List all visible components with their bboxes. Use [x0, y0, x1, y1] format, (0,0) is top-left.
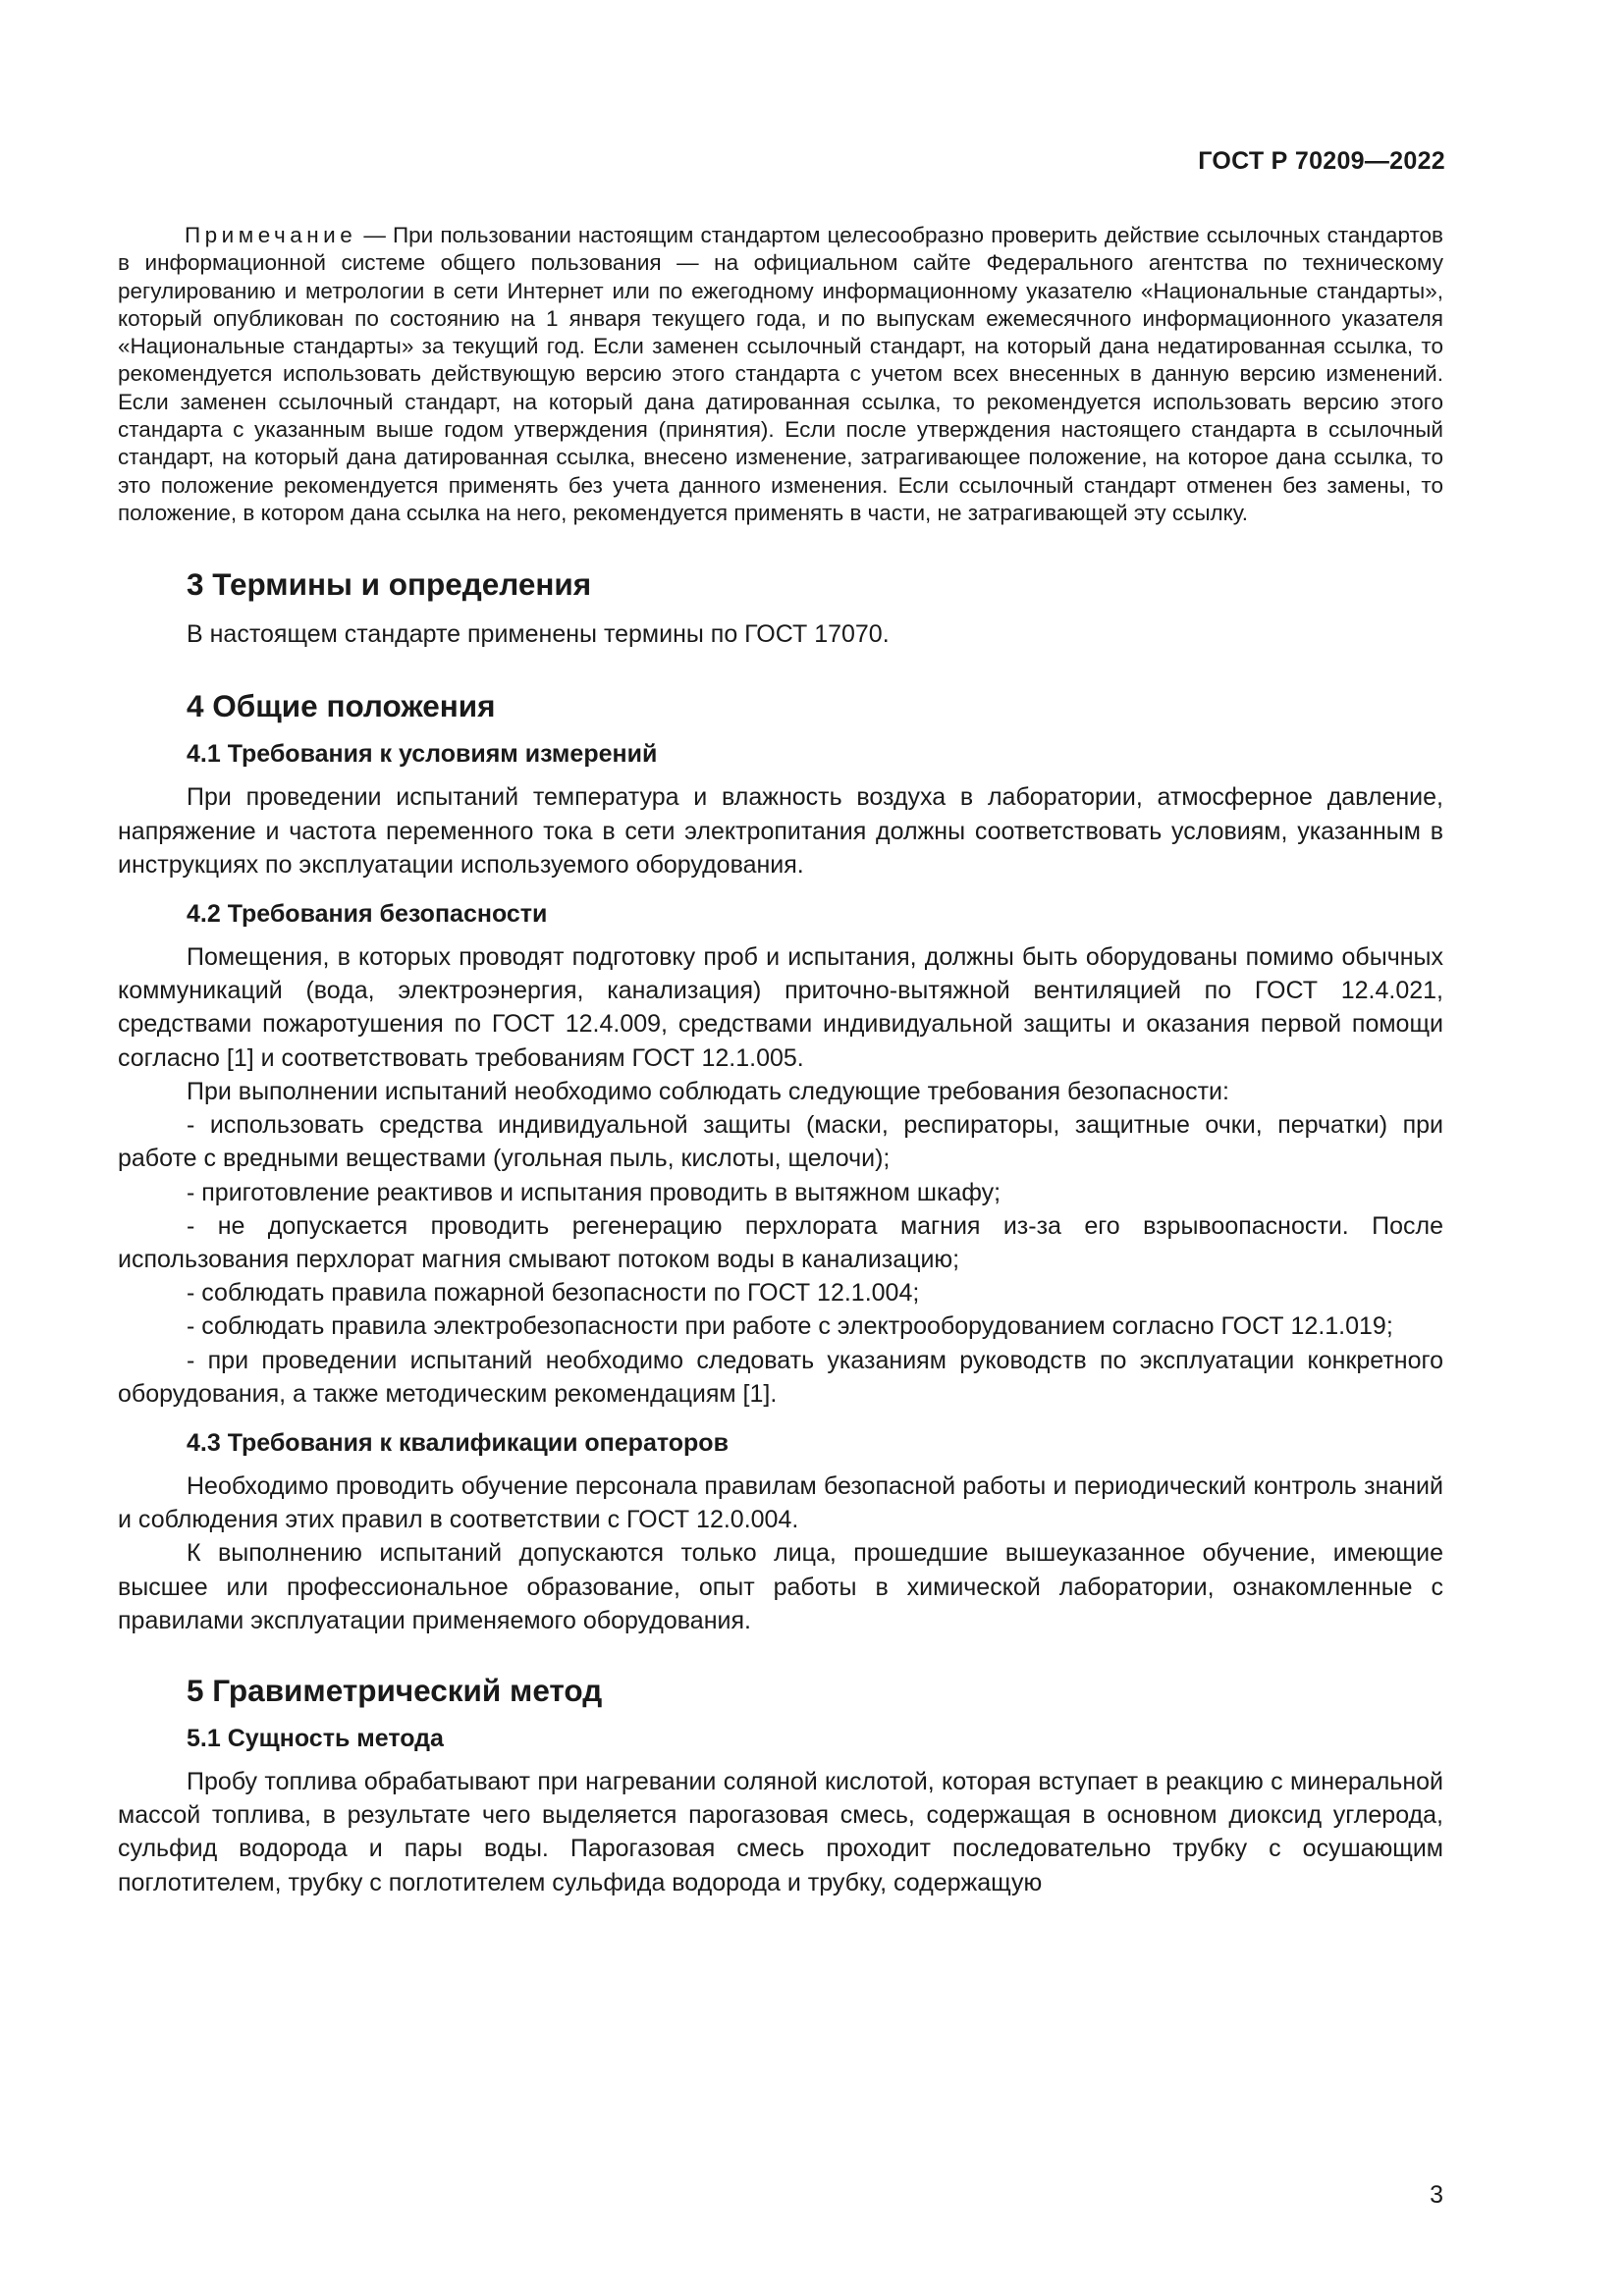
page-number: 3	[1430, 2181, 1443, 2209]
section-4-1-title: 4.1 Требования к условиям измерений	[187, 740, 658, 769]
section-4-3-paragraph-2: К выполнению испытаний допускаются только лица, прошедшие вышеуказанное обучение, имеющие высшее или профессиональное образование, опыт работы в химической лаборатории, ознакомленные с правилами эксплуатации применяемого оборудования.	[118, 1539, 1443, 1634]
section-4-1-paragraph: При проведении испытаний температура и влажность воздуха в лаборатории, атмосферное давление, напряжение и частота переменного тока в сети электропитания должны соответствовать условиям, указанным в инструкциях по эксплуатации используемого оборудования.	[118, 783, 1443, 879]
list-item: - использовать средства индивидуальной защиты (маски, респираторы, защитные очки, перчатки) при работе с вредными веществами (угольная пыль, кислоты, щелочи);	[118, 1111, 1443, 1173]
page-content	[118, 222, 1443, 1899]
list-item: - не допускается проводить регенерацию перхлората магния из-за его взрывоопасности. После использования перхлорат магния смывают потоком воды в канализацию;	[118, 1211, 1443, 1273]
section-4-2-title: 4.2 Требования безопасности	[187, 900, 548, 929]
document-id: ГОСТ Р 70209—2022	[1198, 147, 1445, 175]
section-3-title: 3 Термины и определения	[187, 566, 592, 603]
list-item: - соблюдать правила электробезопасности при работе с электрооборудованием согласно ГОСТ 12.1.019;	[187, 1312, 1393, 1341]
list-item: - приготовление реактивов и испытания проводить в вытяжном шкафу;	[187, 1178, 1001, 1206]
list-item: - соблюдать правила пожарной безопасности по ГОСТ 12.1.004;	[187, 1279, 920, 1308]
section-4-2-paragraph-2: При выполнении испытаний необходимо соблюдать следующие требования безопасности:	[187, 1077, 1229, 1105]
note-paragraph	[118, 222, 1443, 527]
section-4-3-title: 4.3 Требования к квалификации операторов	[187, 1428, 729, 1457]
section-5-1-paragraph: Пробу топлива обрабатывают при нагревании соляной кислотой, которая вступает в реакцию с минеральной массой топлива, в результате чего выделяется парогазовая смесь, содержащая в основном диоксид углерода, сульфид водорода и пары воды. Парогазовая смесь проходит последовательно трубку с осушающим поглотителем, трубку с поглотителем сульфида водорода и трубку, содержащую	[118, 1767, 1443, 1896]
section-3-paragraph: В настоящем стандарте применены термины по ГОСТ 17070.	[187, 620, 890, 649]
note-text: — При пользовании настоящим стандартом целесообразно проверить действие ссылочных стандартов в информационной системе общего пользования — на официальном сайте Федерального агентства по техническому регулированию и метрологии в сети Интернет или по ежегодному информационному указателю «Национальные стандарты», который опубликован по состоянию на 1 января текущего года, и по выпускам ежемесячного информационного указателя «Национальные стандарты» за текущий год. Если заменен ссылочный стандарт, на который дана недатированная ссылка, то рекомендуется использовать действующую версию этого стандарта с учетом всех внесенных в данную версию изменений. Если заменен ссылочный стандарт, на который дана датированная ссылка, то рекомендуется использовать версию этого стандарта с указанным выше годом утверждения (принятия). Если после утверждения настоящего стандарта в ссылочный стандарт, на который дана датированная ссылка, внесено изменение, затрагивающее положение, на которое дана ссылка, то это положение рекомендуется применять без учета данного изменения. Если ссылочный стандарт отменен без замены, то положение, в котором дана ссылка на него, рекомендуется применять в части, не затрагивающей эту ссылку.	[118, 223, 1443, 525]
section-5-title: 5 Гравиметрический метод	[187, 1672, 603, 1708]
section-4-2-paragraph-1: Помещения, в которых проводят подготовку проб и испытания, должны быть оборудованы помимо обычных коммуникаций (вода, электроэнергия, канализация) приточно-вытяжной вентиляцией по ГОСТ 12.4.021, средствами пожаротушения по ГОСТ 12.4.009, средствами индивидуальной защиты и оказания первой помощи согласно [1] и соответствовать требованиям ГОСТ 12.1.005.	[118, 943, 1443, 1072]
note-label: Примечание	[185, 223, 357, 247]
note-block	[118, 222, 1443, 527]
section-5-1-title: 5.1 Сущность метода	[187, 1724, 444, 1752]
section-4-title: 4 Общие положения	[187, 688, 496, 724]
section-4-3-paragraph-1: Необходимо проводить обучение персонала правилам безопасной работы и периодический контроль знаний и соблюдения этих правил в соответствии с ГОСТ 12.0.004.	[118, 1471, 1443, 1534]
list-item: - при проведении испытаний необходимо следовать указаниям руководств по эксплуатации конкретного оборудования, а также методическим рекомендациям [1].	[118, 1346, 1443, 1408]
